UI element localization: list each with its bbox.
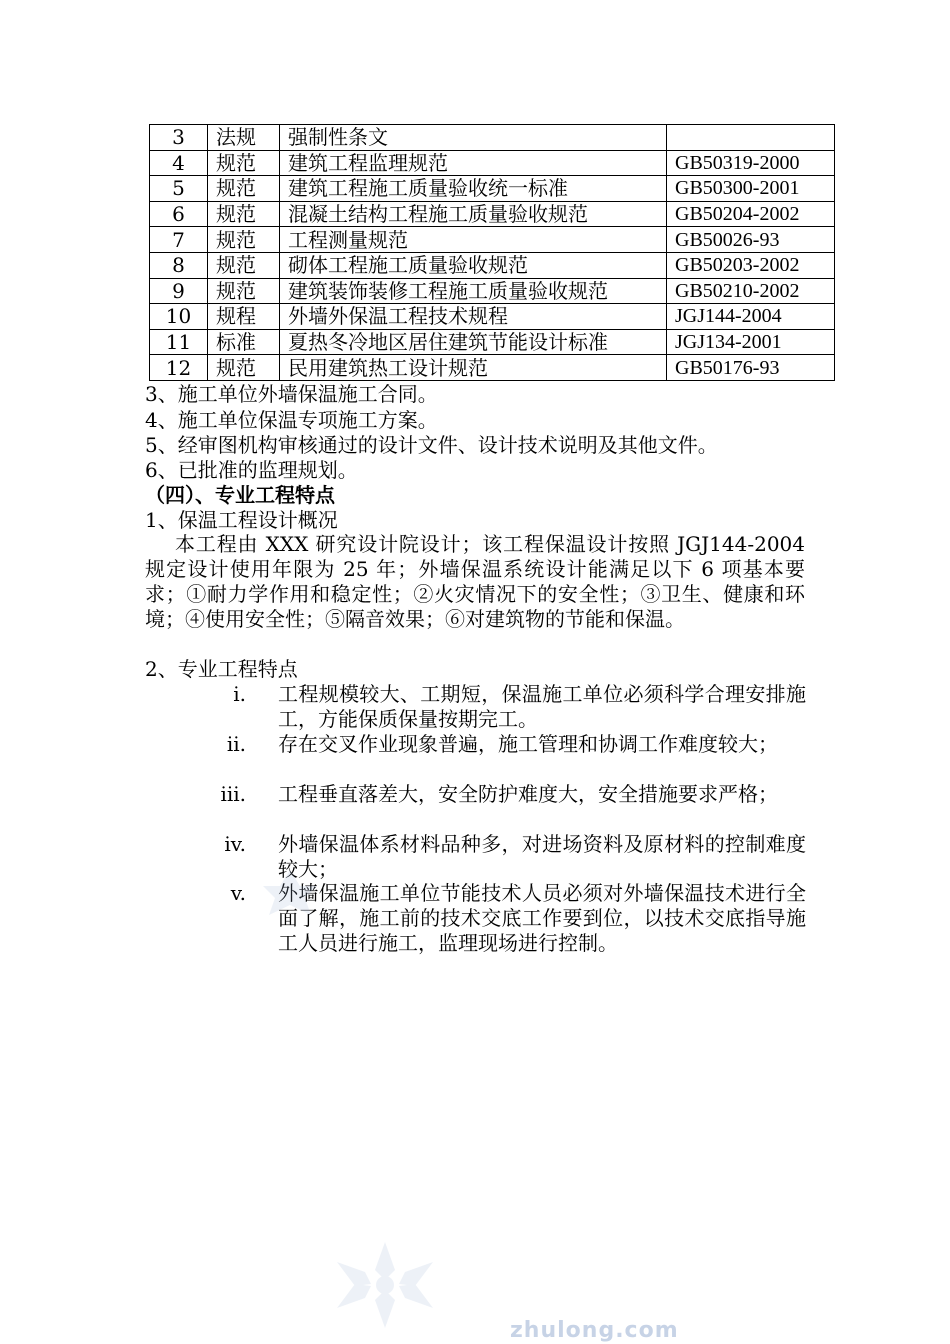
row-number: 4: [150, 150, 208, 176]
basis-item-5: 5、经审图机构审核通过的设计文件、设计技术说明及其他文件。: [145, 433, 718, 457]
row-number: 11: [150, 329, 208, 355]
row-type: 规程: [208, 304, 280, 330]
subsection-2-title: 2、专业工程特点: [145, 657, 298, 681]
row-type: 规范: [208, 176, 280, 202]
table-row: [150, 227, 835, 253]
row-code: GB50203-2002: [667, 252, 835, 278]
basis-item-6: 6、已批准的监理规划。: [145, 458, 358, 482]
feature-text: 存在交叉作业现象普遍，施工管理和协调工作难度较大；: [278, 732, 778, 756]
row-name: 工程测量规范: [280, 227, 667, 253]
feature-text: 工程垂直落差大，安全防护难度大，安全措施要求严格；: [278, 782, 778, 806]
row-code: [667, 125, 835, 151]
row-code: GB50204-2002: [667, 201, 835, 227]
row-number: 9: [150, 278, 208, 304]
row-type: 规范: [208, 355, 280, 381]
feature-number: i.: [233, 682, 246, 706]
row-number: 10: [150, 304, 208, 330]
feature-text: 外墙保温施工单位节能技术人员必须对外墙保温技术进行全面了解，施工前的技术交底工作要到位，以技术交底指导施工人员进行施工，监理现场进行控制。: [278, 881, 806, 955]
watermark-snowflake-icon: [333, 1240, 437, 1330]
row-name: 民用建筑热工设计规范: [280, 355, 667, 381]
feature-number: v.: [230, 881, 246, 905]
table-row: [150, 252, 835, 278]
row-code: JGJ144-2004: [667, 304, 835, 330]
table-row: [150, 125, 835, 151]
standards-table: [149, 124, 835, 381]
row-code: GB50026-93: [667, 227, 835, 253]
row-name: 建筑装饰装修工程施工质量验收规范: [280, 278, 667, 304]
table-row: [150, 201, 835, 227]
row-type: 标准: [208, 329, 280, 355]
row-type: 规范: [208, 227, 280, 253]
row-code: GB50319-2000: [667, 150, 835, 176]
row-number: 5: [150, 176, 208, 202]
row-name: 夏热冬冷地区居住建筑节能设计标准: [280, 329, 667, 355]
row-type: 规范: [208, 278, 280, 304]
basis-item-3: 3、施工单位外墙保温施工合同。: [145, 382, 438, 406]
row-name: 强制性条文: [280, 125, 667, 151]
row-name: 外墙外保温工程技术规程: [280, 304, 667, 330]
design-overview-paragraph: 本工程由 XXX 研究设计院设计；该工程保温设计按照 JGJ144-2004 规定设计使用年限为 25 年；外墙保温系统设计能满足以下 6 项基本要求；①耐力学作用和稳定性；②火灾情况下的安全性；③卫生、健康和环境；④使用安全性；⑤隔音效果；⑥对建筑物的节能和保温。: [145, 532, 805, 631]
row-type: 法规: [208, 125, 280, 151]
watermark-text: zhulong.com: [510, 1318, 679, 1343]
watermark-logo-icon: [255, 868, 325, 918]
feature-number: ii.: [226, 732, 246, 756]
row-number: 6: [150, 201, 208, 227]
section-heading: （四）、专业工程特点: [145, 483, 335, 507]
row-number: 7: [150, 227, 208, 253]
table-row: [150, 150, 835, 176]
row-type: 规范: [208, 150, 280, 176]
feature-number: iii.: [220, 782, 246, 806]
table-row: [150, 304, 835, 330]
feature-text: 外墙保温体系材料品种多，对进场资料及原材料的控制难度较大；: [278, 832, 806, 881]
row-type: 规范: [208, 201, 280, 227]
row-name: 砌体工程施工质量验收规范: [280, 252, 667, 278]
row-name: 建筑工程监理规范: [280, 150, 667, 176]
row-number: 8: [150, 252, 208, 278]
standards-table-body: [150, 125, 835, 381]
row-name: 混凝土结构工程施工质量验收规范: [280, 201, 667, 227]
row-number: 12: [150, 355, 208, 381]
table-row: [150, 176, 835, 202]
row-code: GB50176-93: [667, 355, 835, 381]
row-name: 建筑工程施工质量验收统一标准: [280, 176, 667, 202]
table-row: [150, 355, 835, 381]
row-code: GB50210-2002: [667, 278, 835, 304]
basis-item-4: 4、施工单位保温专项施工方案。: [145, 408, 438, 432]
subsection-1-title: 1、保温工程设计概况: [145, 508, 338, 532]
table-row: [150, 278, 835, 304]
table-row: [150, 329, 835, 355]
feature-text: 工程规模较大、工期短，保温施工单位必须科学合理安排施工，方能保质保量按期完工。: [278, 682, 806, 731]
row-type: 规范: [208, 252, 280, 278]
feature-number: iv.: [224, 832, 246, 856]
row-number: 3: [150, 125, 208, 151]
row-code: GB50300-2001: [667, 176, 835, 202]
row-code: JGJ134-2001: [667, 329, 835, 355]
